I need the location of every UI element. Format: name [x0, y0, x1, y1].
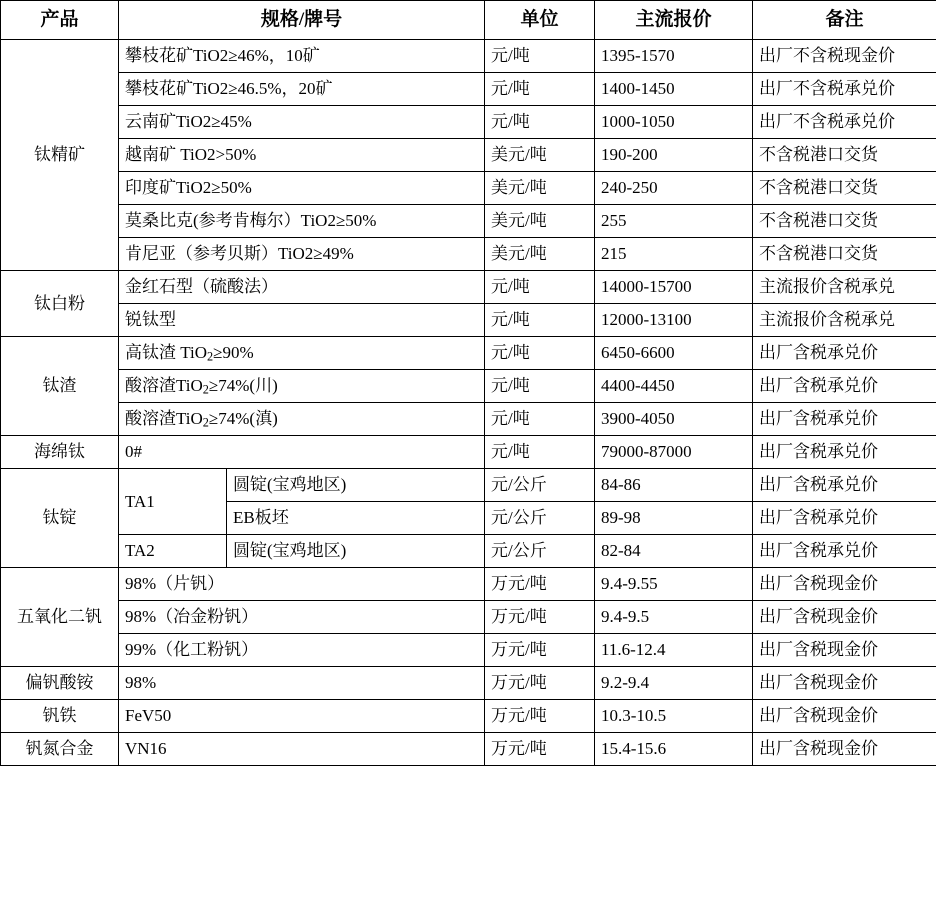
cell-spec: 圆锭(宝鸡地区) — [227, 469, 485, 502]
cell-price: 12000-13100 — [595, 304, 753, 337]
cell-spec: 99%（化工粉钒） — [119, 634, 485, 667]
table-row — [1, 667, 936, 700]
cell-unit: 万元/吨 — [485, 601, 595, 634]
cell-price: 9.4-9.55 — [595, 568, 753, 601]
table-row — [1, 601, 936, 634]
cell-spec: 攀枝花矿TiO2≥46%，10矿 — [119, 40, 485, 73]
cell-unit: 元/吨 — [485, 271, 595, 304]
cell-price: 79000-87000 — [595, 436, 753, 469]
cell-remark: 出厂含税现金价 — [753, 634, 936, 667]
cell-price: 4400-4450 — [595, 370, 753, 403]
cell-price: 3900-4050 — [595, 403, 753, 436]
cell-unit: 元/吨 — [485, 403, 595, 436]
cell-unit: 元/吨 — [485, 73, 595, 106]
cell-spec: 圆锭(宝鸡地区) — [227, 535, 485, 568]
cell-remark: 不含税港口交货 — [753, 238, 936, 271]
table-header-row — [1, 1, 936, 40]
cell-remark: 出厂含税承兑价 — [753, 502, 936, 535]
cell-remark: 出厂含税承兑价 — [753, 403, 936, 436]
cell-spec: FeV50 — [119, 700, 485, 733]
cell-product: 钒氮合金 — [1, 733, 119, 766]
cell-spec: 越南矿 TiO2>50% — [119, 139, 485, 172]
column-header-product: 产品 — [1, 1, 119, 40]
cell-price: 6450-6600 — [595, 337, 753, 370]
cell-price: 9.4-9.5 — [595, 601, 753, 634]
cell-remark: 不含税港口交货 — [753, 205, 936, 238]
cell-product: 五氧化二钒 — [1, 568, 119, 667]
table-row — [1, 205, 936, 238]
cell-spec: 98%（片钒） — [119, 568, 485, 601]
cell-price: 10.3-10.5 — [595, 700, 753, 733]
column-header-spec: 规格/牌号 — [119, 1, 485, 40]
cell-spec: 攀枝花矿TiO2≥46.5%，20矿 — [119, 73, 485, 106]
cell-price: 9.2-9.4 — [595, 667, 753, 700]
cell-spec: 0# — [119, 436, 485, 469]
cell-unit: 元/吨 — [485, 40, 595, 73]
column-header-remark: 备注 — [753, 1, 936, 40]
cell-price: 215 — [595, 238, 753, 271]
cell-unit: 元/公斤 — [485, 469, 595, 502]
cell-unit: 元/公斤 — [485, 535, 595, 568]
table-row — [1, 535, 936, 568]
cell-spec: 肯尼亚（参考贝斯）TiO2≥49% — [119, 238, 485, 271]
table-header — [1, 1, 936, 40]
cell-unit: 元/吨 — [485, 337, 595, 370]
cell-spec: 酸溶渣TiO$_2$≥74%(滇) — [119, 403, 485, 436]
table-row — [1, 337, 936, 370]
column-header-price: 主流报价 — [595, 1, 753, 40]
cell-unit: 万元/吨 — [485, 667, 595, 700]
cell-price: 255 — [595, 205, 753, 238]
cell-price: 11.6-12.4 — [595, 634, 753, 667]
table-row — [1, 700, 936, 733]
cell-unit: 元/吨 — [485, 370, 595, 403]
cell-price: 1400-1450 — [595, 73, 753, 106]
cell-product: 钒铁 — [1, 700, 119, 733]
cell-remark: 不含税港口交货 — [753, 172, 936, 205]
table-row — [1, 403, 936, 436]
table-row — [1, 139, 936, 172]
cell-spec: 98% — [119, 667, 485, 700]
cell-remark: 出厂含税承兑价 — [753, 337, 936, 370]
cell-remark: 主流报价含税承兑 — [753, 271, 936, 304]
cell-price: 84-86 — [595, 469, 753, 502]
cell-price: 1000-1050 — [595, 106, 753, 139]
cell-price: 240-250 — [595, 172, 753, 205]
cell-price: 15.4-15.6 — [595, 733, 753, 766]
cell-price: 14000-15700 — [595, 271, 753, 304]
table-row — [1, 370, 936, 403]
cell-unit: 美元/吨 — [485, 139, 595, 172]
cell-product: 钛白粉 — [1, 271, 119, 337]
table-row — [1, 568, 936, 601]
cell-unit: 元/吨 — [485, 436, 595, 469]
cell-spec: 印度矿TiO2≥50% — [119, 172, 485, 205]
cell-unit: 万元/吨 — [485, 568, 595, 601]
table-row — [1, 106, 936, 139]
cell-unit: 万元/吨 — [485, 700, 595, 733]
table-row — [1, 73, 936, 106]
cell-spec: 云南矿TiO2≥45% — [119, 106, 485, 139]
cell-product: 海绵钛 — [1, 436, 119, 469]
table-row — [1, 40, 936, 73]
cell-unit: 美元/吨 — [485, 238, 595, 271]
cell-spec: 金红石型（硫酸法） — [119, 271, 485, 304]
cell-remark: 出厂不含税承兑价 — [753, 106, 936, 139]
cell-spec: 高钛渣 TiO$_2$≥90% — [119, 337, 485, 370]
cell-spec: EB板坯 — [227, 502, 485, 535]
cell-unit: 元/公斤 — [485, 502, 595, 535]
cell-unit: 万元/吨 — [485, 634, 595, 667]
cell-price: 89-98 — [595, 502, 753, 535]
cell-unit: 万元/吨 — [485, 733, 595, 766]
cell-unit: 元/吨 — [485, 304, 595, 337]
cell-product: 钛渣 — [1, 337, 119, 436]
cell-product: 钛锭 — [1, 469, 119, 568]
cell-remark: 出厂含税承兑价 — [753, 436, 936, 469]
table-row — [1, 271, 936, 304]
cell-remark: 主流报价含税承兑 — [753, 304, 936, 337]
cell-unit: 美元/吨 — [485, 172, 595, 205]
table-row — [1, 304, 936, 337]
table-row — [1, 634, 936, 667]
cell-spec: 酸溶渣TiO$_2$≥74%(川) — [119, 370, 485, 403]
cell-spec: VN16 — [119, 733, 485, 766]
cell-remark: 出厂含税现金价 — [753, 700, 936, 733]
cell-price: 82-84 — [595, 535, 753, 568]
column-header-unit: 单位 — [485, 1, 595, 40]
table-row — [1, 436, 936, 469]
table-row — [1, 172, 936, 205]
cell-remark: 出厂含税承兑价 — [753, 370, 936, 403]
cell-remark: 出厂含税承兑价 — [753, 535, 936, 568]
cell-spec: 98%（冶金粉钒） — [119, 601, 485, 634]
cell-spec: 锐钛型 — [119, 304, 485, 337]
cell-grade: TA1 — [119, 469, 227, 535]
cell-grade: TA2 — [119, 535, 227, 568]
cell-remark: 出厂含税承兑价 — [753, 469, 936, 502]
cell-remark: 出厂不含税现金价 — [753, 40, 936, 73]
cell-unit: 元/吨 — [485, 106, 595, 139]
cell-product: 偏钒酸铵 — [1, 667, 119, 700]
cell-unit: 美元/吨 — [485, 205, 595, 238]
table-row — [1, 469, 936, 502]
table-body — [1, 40, 936, 766]
cell-price: 1395-1570 — [595, 40, 753, 73]
cell-remark: 出厂含税现金价 — [753, 601, 936, 634]
cell-product: 钛精矿 — [1, 40, 119, 271]
cell-remark: 出厂不含税承兑价 — [753, 73, 936, 106]
cell-remark: 出厂含税现金价 — [753, 667, 936, 700]
cell-remark: 出厂含税现金价 — [753, 568, 936, 601]
cell-remark: 不含税港口交货 — [753, 139, 936, 172]
table-row — [1, 733, 936, 766]
table-row — [1, 238, 936, 271]
cell-remark: 出厂含税现金价 — [753, 733, 936, 766]
cell-price: 190-200 — [595, 139, 753, 172]
cell-spec: 莫桑比克(参考肯梅尔）TiO2≥50% — [119, 205, 485, 238]
